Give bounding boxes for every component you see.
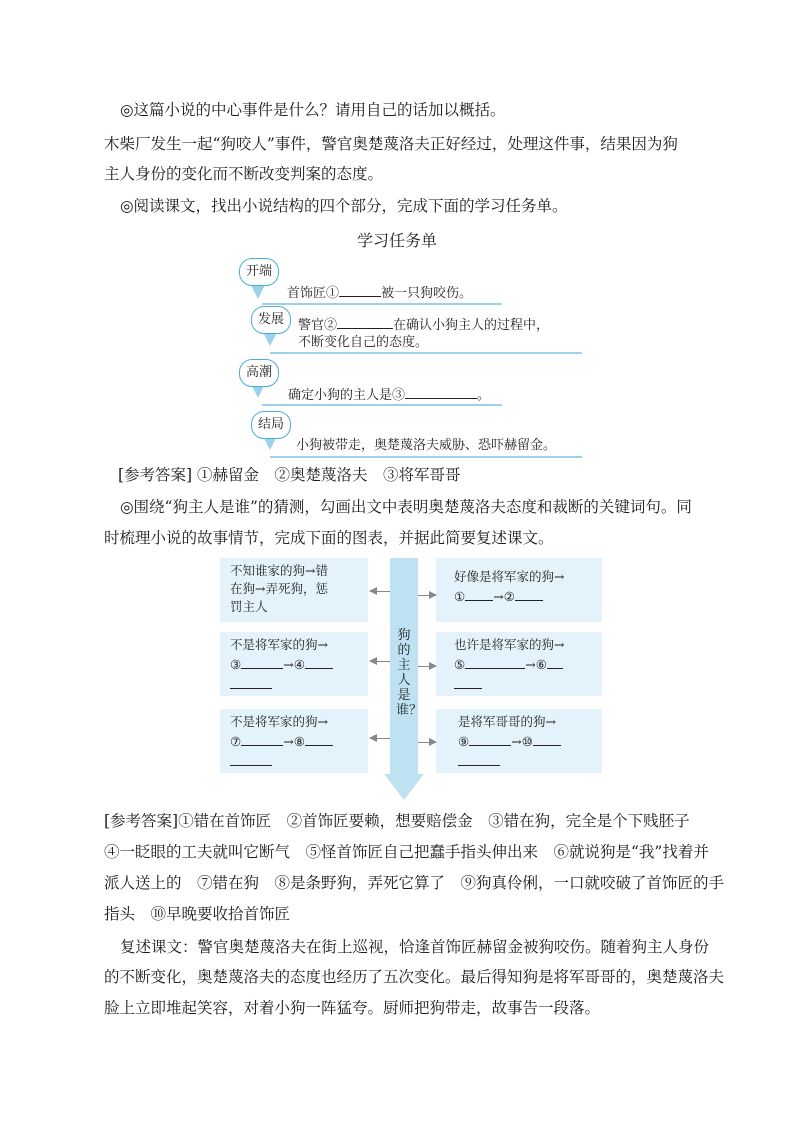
retell-line3: 脸上立即堆起笑容，对着小狗一阵猛夸。厨师把狗带走，故事告一段落。 [104, 999, 601, 1017]
box-text: ⑦ →⑧ [230, 731, 358, 751]
box-text: 是将军哥哥的狗→ [458, 714, 556, 729]
box-blank [230, 674, 358, 694]
box-blank [458, 751, 592, 771]
left-box-2 [220, 632, 368, 696]
arrow-right-icon [418, 666, 436, 667]
left-box-3 [220, 709, 368, 773]
divider [270, 352, 582, 354]
box-blank [230, 751, 358, 771]
arrow-right-icon [418, 595, 436, 596]
box-text: 在狗→弄死狗，惩 [230, 581, 328, 596]
box-text: 不知谁家的狗→错 [230, 563, 328, 578]
box-text: ⑨ →⑩ [458, 731, 592, 751]
answers-line4: 指头 ⑩早晚要收拾首饰匠 [104, 905, 291, 923]
box-blank [454, 674, 592, 694]
right-box-2 [436, 632, 602, 696]
task-item-development-line2: 不断变化自己的态度。 [298, 335, 429, 350]
question-owner-line1: ◎围绕“狗主人是谁”的猜测，勾画出文中表明奥楚蔑洛夫态度和裁断的关键词句。同 [120, 498, 692, 516]
divider [262, 404, 502, 406]
question-central-event: ◎这篇小说的中心事件是什么？请用自己的话加以概括。 [120, 101, 506, 119]
task-sheet-title: 学习任务单 [356, 231, 437, 250]
box-text: 也许是将军家的狗→ [454, 637, 565, 652]
center-question: 狗的主人是谁？ [396, 628, 423, 718]
arrow-left-icon [370, 738, 390, 739]
task-item-development: 警官② 在确认小狗主人的过程中， [298, 314, 549, 336]
arrow-left-icon [370, 591, 390, 592]
answer-central-event-line2: 主人身份的变化而不断改变判案的态度。 [104, 165, 384, 183]
right-box-3 [436, 709, 602, 773]
divider [270, 456, 582, 458]
question-owner-line2: 时梳理小说的故事情节，完成下面的图表，并据此简要复述课文。 [104, 529, 554, 547]
retell-line2: 的不断变化，奥楚蔑洛夫的态度也经历了五次变化。最后得知狗是将军哥哥的，奥楚蔑洛夫 [104, 968, 725, 986]
label-beginning: 开端 [239, 258, 279, 286]
task-sheet-answer: [参考答案] ①赫留金 ②奥楚蔑洛夫 ③将军哥哥 [118, 466, 461, 484]
box-text: 好像是将军家的狗→ [454, 569, 565, 584]
answer-central-event-line1: 木柴厂发生一起“狗咬人”事件，警官奥楚蔑洛夫正好经过，处理这件事，结果因为狗 [104, 135, 678, 153]
answers-line2: ④一眨眼的工夫就叫它断气 ⑤怪首饰匠自己把蠢手指头伸出来 ⑥就说狗是“我”找着并 [104, 843, 709, 861]
task-item-ending: 小狗被带走，奥楚蔑洛夫威胁、恐吓赫留金。 [296, 438, 557, 453]
answers-line3: 派人送上的 ⑦错在狗 ⑧是条野狗，弄死它算了 ⑨狗真伶俐，一口就咬破了首饰匠的手 [104, 874, 725, 892]
box-text: 不是将军家的狗→ [230, 637, 328, 652]
label-climax: 高潮 [239, 359, 279, 387]
arrow-left-icon [370, 661, 390, 662]
right-box-1 [436, 558, 602, 622]
label-development: 发展 [251, 306, 291, 334]
task-item-beginning: 首饰匠① 被一只狗咬伤。 [287, 282, 472, 304]
down-arrow-icon [384, 774, 424, 800]
box-text: 不是将军家的狗→ [230, 714, 328, 729]
box-text: ① →② [454, 586, 592, 606]
retell-line1: 复述课文：警官奥楚蔑洛夫在街上巡视，恰逢首饰匠赫留金被狗咬伤。随着狗主人身份 [120, 938, 710, 956]
left-box-1 [220, 558, 368, 622]
box-text: 罚主人 [230, 599, 268, 614]
divider [262, 303, 502, 305]
box-text: ⑤ →⑥ [454, 654, 592, 674]
arrow-right-icon [418, 742, 436, 743]
answers-line1: [参考答案]①错在首饰匠 ②首饰匠要赖，想要赔偿金 ③错在狗，完全是个下贱胚子 [104, 812, 690, 830]
task-item-climax: 确定小狗的主人是③ 。 [288, 384, 490, 406]
label-ending: 结局 [251, 411, 291, 439]
question-structure: ◎阅读课文，找出小说结构的四个部分，完成下面的学习任务单。 [120, 197, 568, 215]
box-text: ③ →④ [230, 654, 358, 674]
